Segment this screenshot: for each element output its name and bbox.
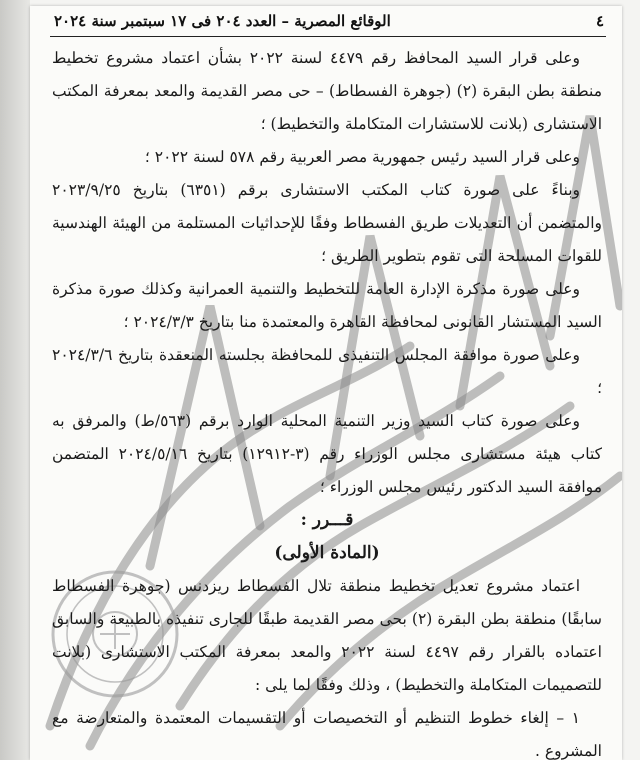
paragraph: وعلى صورة مذكرة الإدارة العامة للتخطيط والتنمية العمرانية وكذلك صورة مذكرة السيد المستشار القانونى لمحافظة القاهرة والمعتمدة منا بتاريخ ٢٠٢٤/٣/٣ ؛: [52, 280, 602, 331]
paragraph: وعلى قرار السيد رئيس جمهورية مصر العربية رقم ٥٧٨ لسنة ٢٠٢٢ ؛: [144, 148, 580, 166]
article-heading: (المادة الأولى): [274, 543, 380, 563]
paragraph: وعلى قرار السيد المحافظ رقم ٤٤٧٩ لسنة ٢٠٢٢ بشأن اعتماد مشروع تخطيط منطقة بطن البقرة (٢) (جوهرة الفسطاط) – حى مصر القديمة والمعد بمعرفة المكتب الاستشارى (بلانت للاستشارات المتكاملة والتخطيط) ؛: [52, 49, 602, 133]
gazette-page: [30, 6, 622, 760]
article-paragraph: ١ – إلغاء خطوط التنظيم أو التخصيصات أو التقسيمات المعتمدة والمتعارضة مع المشروع .: [52, 709, 602, 760]
scan-left-edge: [0, 0, 30, 760]
running-header: [54, 8, 604, 34]
paragraph: وعلى صورة موافقة المجلس التنفيذى للمحافظة بجلسته المنعقدة بتاريخ ٢٠٢٤/٣/٦ ؛: [52, 346, 602, 397]
document-body: [52, 42, 602, 760]
header-divider: [50, 36, 606, 37]
decision-heading: قـــرر :: [300, 510, 354, 530]
page-number: ٤: [595, 12, 604, 30]
paragraph: وبناءً على صورة كتاب المكتب الاستشارى برقم (٦٣٥١) بتاريخ ٢٠٢٣/٩/٢٥ والمتضمن أن التعديلات طريق الفسطاط وفقًا للإحداثيات المستلمة من الهيئة الهندسية للقوات المسلحة التى تقوم بتطوير الطريق ؛: [52, 181, 602, 265]
paragraph: وعلى صورة كتاب السيد وزير التنمية المحلية الوارد برقم (٥٦٣/ط) والمرفق به كتاب هيئة مستشارى مجلس الوزراء رقم (٣-١٢٩١٢) بتاريخ ٢٠٢٤/٥/١٦ المتضمن موافقة السيد الدكتور رئيس مجلس الوزراء ؛: [52, 412, 602, 496]
article-paragraph: اعتماد مشروع تعديل تخطيط منطقة تلال الفسطاط ريزدنس (جوهرة الفسطاط سابقًا) منطقة بطن البقرة (٢) بحى مصر القديمة طبقًا للجارى تنفيذه بالطبيعة والسابق اعتماده بالقرار رقم ٤٤٩٧ لسنة ٢٠٢٢ والمعد بمعرفة المكتب الاستشارى (بلانت للتصميمات المتكاملة والتخطيط) ، وذلك وفقًا لما يلى :: [52, 577, 602, 694]
header-title: الوقائع المصرية – العدد ٢٠٤ فى ١٧ سبتمبر سنة ٢٠٢٤: [54, 12, 391, 30]
